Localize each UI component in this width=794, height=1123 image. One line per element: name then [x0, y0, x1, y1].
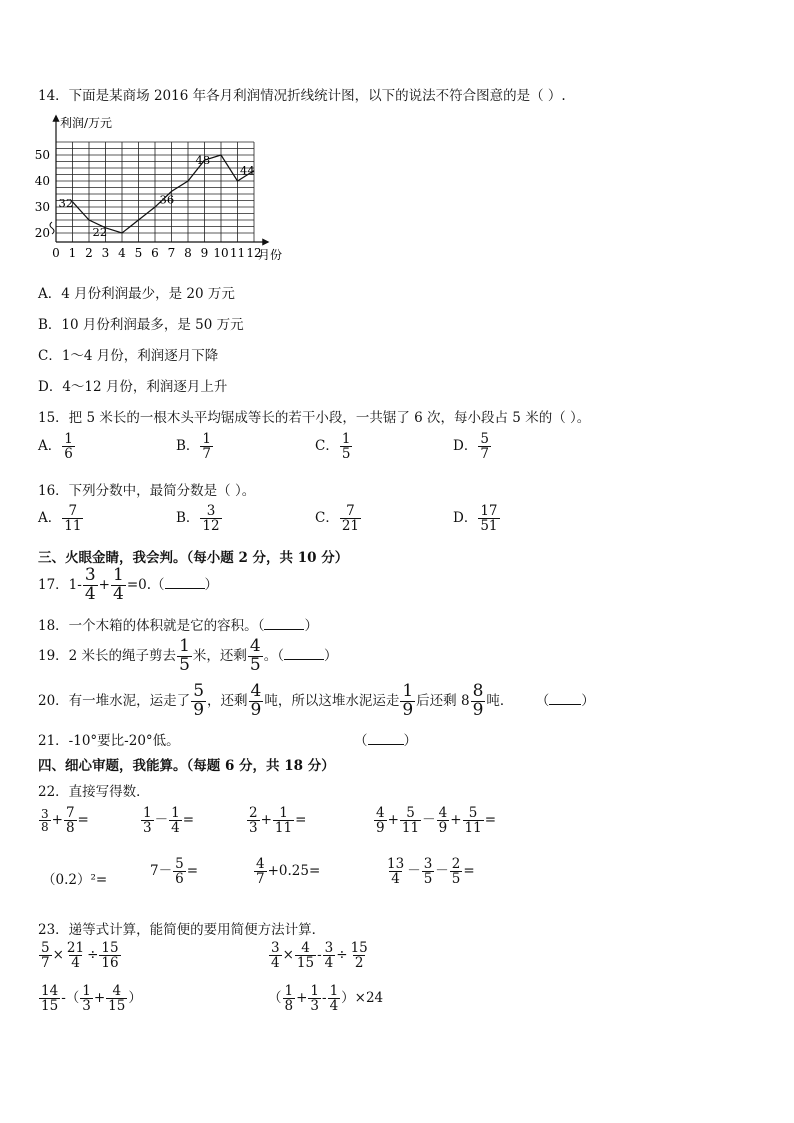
q18: 18．一个木箱的体积就是它的容积。（ ） [38, 618, 318, 634]
q15-option-c: C． $\frac{1}{5}$ [315, 431, 351, 463]
q15-option-d: D． $\frac{5}{7}$ [453, 431, 489, 463]
data-label: 44 [240, 163, 255, 178]
q14-stem: 14．下面是某商场 2016 年各月利润情况折线统计图，以下的说法不符合图意的是（ ）. [38, 88, 566, 104]
q22-item-8: $\frac{13}{4}$ － $\frac{3}{5}$ － $\frac{2}{5}$ = [387, 856, 475, 888]
y-axis-label: 利润/万元 [60, 116, 113, 130]
q23-item-3: $\frac{14}{15}$ -（ $\frac{1}{3}$ + $\frac{4}{15}$ ） [41, 983, 142, 1015]
data-label: 48 [195, 153, 211, 168]
q14-option-c: C．1～4 月份，利润逐月下降 [38, 348, 219, 364]
q23-stem: 23．递等式计算，能简便的要用简便方法计算． [38, 922, 326, 938]
x-tick-labels [52, 246, 261, 260]
q16-option-a: A． $\frac{7}{11}$ [38, 503, 82, 535]
q23-item-4: （ $\frac{1}{8}$ + $\frac{1}{3}$ - $\frac{1}{4}$ ）×24 [268, 983, 384, 1015]
y-tick-label: 30 [34, 200, 50, 214]
q23-item-2: $\frac{3}{4}$ × $\frac{4}{15}$ - $\frac{3}{4}$ ÷ $\frac{15}{2}$ [271, 940, 368, 972]
x-tick-label: 1 [68, 246, 77, 260]
q15-stem: 15．把 5 米长的一根木头平均锯成等长的若干小段，一共锯了 6 次，每小段占 5 米的（ ）。 [38, 410, 591, 426]
x-tick-label: 11 [229, 246, 246, 260]
q16-option-c: C． $\frac{7}{21}$ [315, 503, 360, 535]
x-tick-label: 10 [213, 246, 229, 260]
x-tick-label: 6 [151, 246, 159, 260]
data-labels [59, 153, 255, 239]
section-3-heading: 三、火眼金睛，我会判。（每小题 2 分，共 10 分） [38, 550, 349, 566]
q14-option-d: D．4～12 月份，利润逐月上升 [38, 379, 228, 395]
profit-line-chart [30, 108, 300, 268]
q22-item-7: $\frac{4}{7}$ +0.25= [256, 856, 321, 888]
section-4-heading: 四、细心审题，我能算。（每题 6 分，共 18 分） [38, 758, 335, 774]
q14-option-b: B．10 月份利润最多，是 50 万元 [38, 317, 244, 333]
y-tick-labels [35, 148, 50, 240]
x-tick-label: 5 [134, 246, 143, 260]
q22-item-1: $\frac{3}{8}$ + $\frac{7}{8}$ = [41, 805, 89, 837]
q19: 19．2 米长的绳子剪去 $\frac{1}{5}$ 米，还剩 $\frac{4}{5}$ 。（ ） [38, 636, 338, 675]
q20: 20．有一堆水泥，运走了 $\frac{5}{9}$ ，还剩 $\frac{4}{9}$ 吨，所以这堆水泥运走 $\frac{1}{9}$ 后还剩 8 $\frac{8}{9}$ 吨． （ ） [38, 681, 595, 720]
q16-option-b: B． $\frac{3}{12}$ [176, 503, 220, 535]
x-tick-label: 0 [52, 246, 60, 260]
q15-option-b: B． $\frac{1}{7}$ [176, 431, 212, 463]
x-tick-label: 9 [200, 246, 209, 260]
x-tick-label: 8 [184, 246, 192, 260]
chart-grid [56, 142, 254, 242]
q16-option-d: D． $\frac{17}{51}$ [453, 503, 498, 535]
q19-answer-blank [284, 649, 324, 660]
q18-answer-blank [264, 619, 304, 630]
data-label: 32 [58, 195, 74, 210]
q15-option-a: A． $\frac{1}{6}$ [38, 431, 73, 463]
data-label: 36 [159, 192, 175, 207]
q22-item-3: $\frac{2}{3}$ + $\frac{1}{11}$ = [249, 805, 307, 837]
x-tick-label: 4 [118, 246, 126, 260]
q21-answer: （ ） [354, 733, 417, 749]
y-tick-label: 50 [34, 148, 50, 162]
q22-item-4: $\frac{4}{9}$ + $\frac{5}{11}$ － $\frac{4}{9}$ + $\frac{5}{11}$ = [376, 805, 496, 837]
q21-text: 21．-10°要比-20°低。 [38, 733, 180, 749]
q22-item-6: 7－ $\frac{5}{6}$ = [150, 856, 198, 888]
x-tick-label: 2 [85, 246, 93, 260]
x-tick-label: 12 [246, 246, 262, 260]
data-label: 22 [92, 224, 108, 239]
y-tick-label: 40 [34, 174, 50, 188]
q17-answer-blank [165, 578, 205, 589]
q23-item-1: $\frac{5}{7}$ × $\frac{21}{4}$ ÷ $\frac{15}{16}$ [41, 940, 119, 972]
x-tick-label: 3 [101, 246, 110, 260]
y-tick-label: 20 [34, 226, 50, 240]
q14-option-a: A．4 月份利润最少，是 20 万元 [38, 286, 235, 302]
q22-item-2: $\frac{1}{3}$ － $\frac{1}{4}$ = [143, 805, 194, 837]
q22-item-5: （0.2）²= [42, 872, 108, 888]
q20-answer-blank [549, 694, 581, 705]
x-axis-label: 月份 [258, 248, 283, 262]
q21-answer-blank [368, 734, 404, 745]
axis-break-icon [50, 222, 54, 234]
q17: 17．1- $\frac{3}{4}$ + $\frac{1}{4}$ =0.（ ） [38, 565, 219, 604]
q16-stem: 16．下列分数中，最简分数是（ ）。 [38, 483, 256, 499]
q22-stem: 22．直接写得数． [38, 784, 150, 800]
x-tick-label: 7 [167, 246, 176, 260]
